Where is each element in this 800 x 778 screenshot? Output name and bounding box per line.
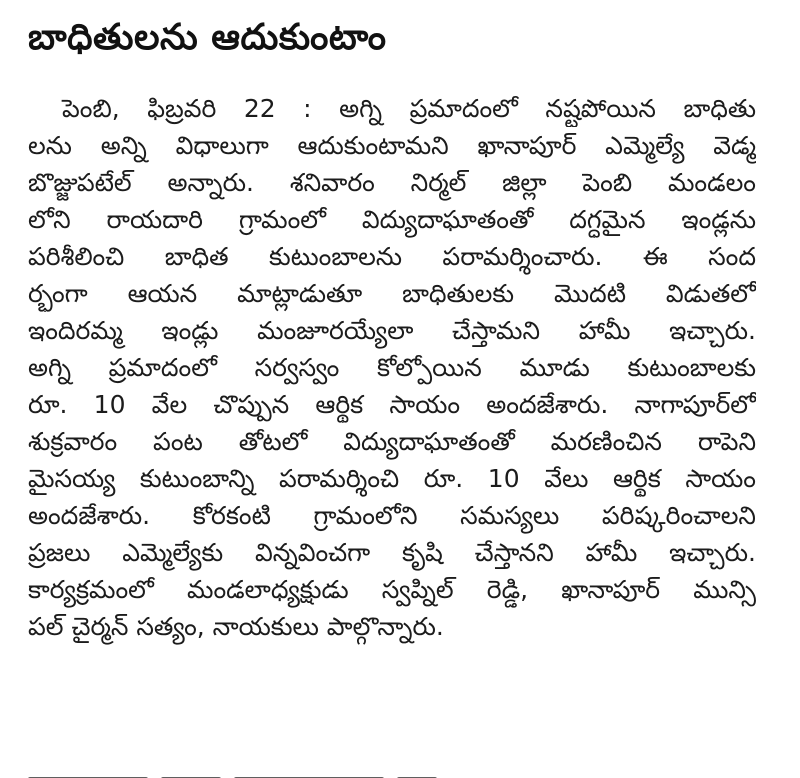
article-line: కార్యక్రమంలో మండలాధ్యక్షుడు స్వప్నిల్ రెడ్డి, ఖానాపూర్ మున్సి bbox=[28, 575, 756, 604]
article-line: రూ. 10 వేల చొప్పున ఆర్థిక సాయం అందజేశారు. నాగాపూర్‌లో bbox=[28, 390, 756, 419]
article-line: ఇందిరమ్మ ఇండ్లు మంజూరయ్యేలా చేస్తామని హామీ ఇచ్చారు. bbox=[28, 316, 756, 345]
article-line: పల్ చైర్మన్ సత్యం, నాయకులు పాల్గొన్నారు. bbox=[28, 612, 444, 641]
article-line: అందజేశారు. కోరకంటి గ్రామంలోని సమస్యలు పరిష్కరించాలని bbox=[28, 501, 756, 530]
article-line: లోని రాయదారి గ్రామంలో విద్యుదాఘాతంతో దగ్ధమైన ఇండ్లను bbox=[28, 205, 756, 234]
cut-off-next-line bbox=[28, 768, 468, 778]
article-line: పరిశీలించి బాధిత కుటుంబాలను పరామర్శించారు. ఈ సంద bbox=[28, 242, 756, 271]
article-line: మైసయ్య కుటుంబాన్ని పరామర్శించి రూ. 10 వేలు ఆర్థిక సాయం bbox=[28, 464, 756, 493]
article-line: పెంబి, ఫిబ్రవరి 22 : అగ్ని ప్రమాదంలో నష్టపోయిన బాధితు bbox=[62, 94, 756, 123]
article-line: లను అన్ని విధాలుగా ఆదుకుంటామని ఖానాపూర్ ఎమ్మెల్యే వెడ్మ bbox=[28, 131, 756, 160]
article-line: ప్రజలు ఎమ్మెల్యేకు విన్నవించగా కృషి చేస్తానని హామీ ఇచ్చారు. bbox=[28, 538, 756, 567]
article-line: ర్భంగా ఆయన మాట్లాడుతూ బాధితులకు మొదటి విడుతలో bbox=[28, 279, 756, 308]
article-line: శుక్రవారం పంట తోటలో విద్యుదాఘాతంతో మరణించిన రాపెని bbox=[28, 427, 756, 456]
article-line: బొజ్జుపటేల్ అన్నారు. శనివారం నిర్మల్ జిల్లా పెంబి మండలం bbox=[28, 168, 756, 197]
article-body bbox=[28, 90, 756, 645]
article-line: అగ్ని ప్రమాదంలో సర్వస్వం కోల్పోయిన మూడు కుటుంబాలకు bbox=[28, 353, 756, 382]
article-headline: బాధితులను ఆదుకుంటాం bbox=[28, 17, 387, 58]
